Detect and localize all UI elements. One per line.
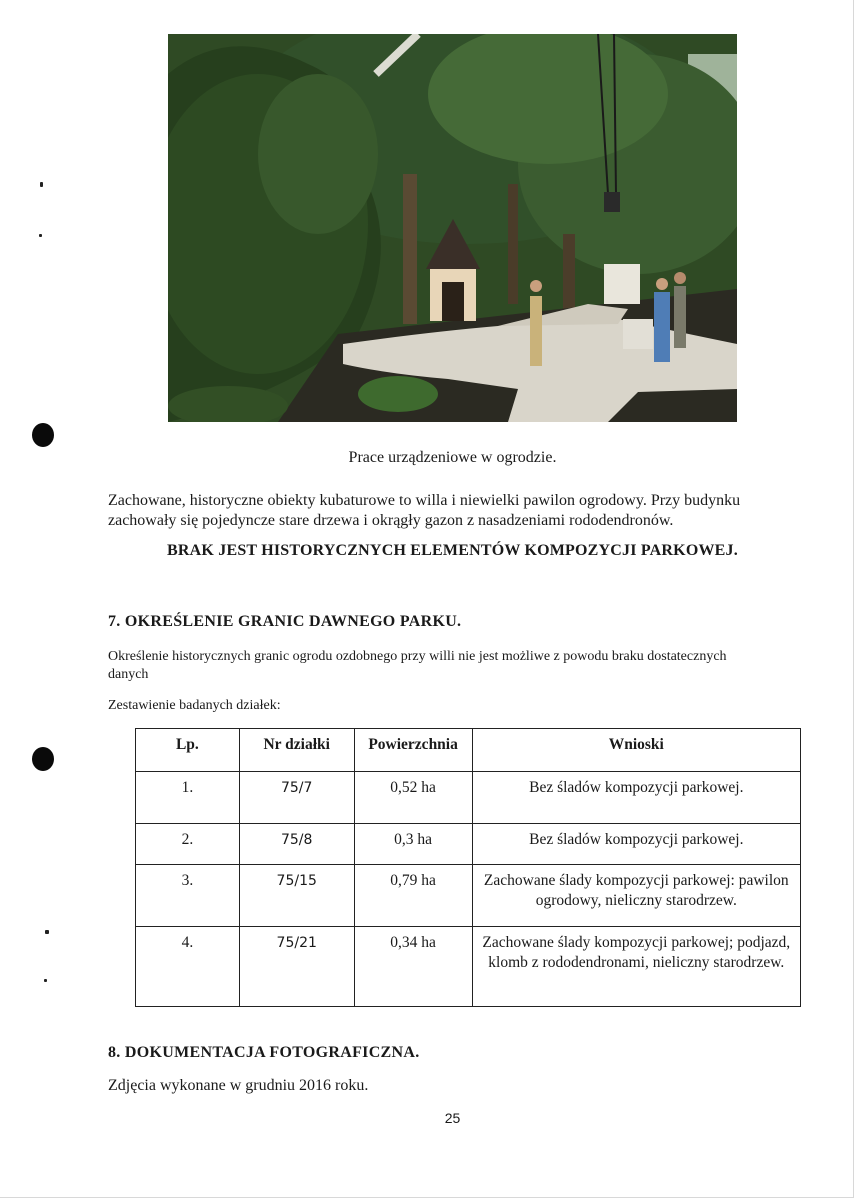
binder-hole-bottom	[32, 747, 54, 771]
scan-mark	[45, 930, 49, 934]
cell-area: 0,79 ha	[354, 865, 472, 927]
garden-photo	[168, 34, 737, 422]
header-parcel-number: Nr działki	[239, 729, 354, 772]
scan-mark	[39, 234, 42, 237]
scan-mark	[44, 979, 47, 982]
cell-parcel-number: 75/8	[239, 824, 354, 865]
cell-lp: 4.	[136, 927, 240, 1007]
header-area: Powierzchnia	[354, 729, 472, 772]
section-8-title: 8. DOKUMENTACJA FOTOGRAFICZNA.	[108, 1044, 420, 1061]
cell-lp: 3.	[136, 865, 240, 927]
cell-parcel-number: 75/21	[239, 927, 354, 1007]
section-8-text: Zdjęcia wykonane w grudniu 2016 roku.	[108, 1077, 369, 1094]
cell-area: 0,3 ha	[354, 824, 472, 865]
conclusion-headline: BRAK JEST HISTORYCZNYCH ELEMENTÓW KOMPOZYCJI PARKOWEJ.	[167, 542, 738, 559]
cell-conclusions: Zachowane ślady kompozycji parkowej: pawilon ogrodowy, nieliczny starodrzew.	[472, 865, 800, 927]
parcels-table	[135, 728, 801, 1007]
cell-conclusions: Zachowane ślady kompozycji parkowej; podjazd, klomb z rododendronami, nieliczny starodrzew.	[472, 927, 800, 1007]
section-7-title: 7. OKREŚLENIE GRANIC DAWNEGO PARKU.	[108, 613, 462, 630]
header-lp: Lp.	[136, 729, 240, 772]
table-row	[136, 772, 801, 824]
intro-paragraph: Zachowane, historyczne obiekty kubaturowe to willa i niewielki pawilon ogrodowy. Przy budynku zachowały się pojedyncze stare drzewa i okrągły gazon z nasadzeniami rododendronów.	[108, 492, 741, 529]
table-row	[136, 927, 801, 1007]
cell-parcel-number: 75/15	[239, 865, 354, 927]
cell-parcel-number: 75/7	[239, 772, 354, 824]
section-7-description: Określenie historycznych granic ogrodu ozdobnego przy willi nie jest możliwe z powodu braku dostatecznych danych	[108, 649, 727, 682]
scan-mark	[40, 182, 43, 187]
binder-hole-top	[32, 423, 54, 447]
cell-conclusions: Bez śladów kompozycji parkowej.	[472, 772, 800, 824]
table-row	[136, 824, 801, 865]
table-intro: Zestawienie badanych działek:	[108, 698, 281, 713]
cell-lp: 2.	[136, 824, 240, 865]
page-number: 25	[444, 1110, 461, 1126]
header-conclusions: Wnioski	[472, 729, 800, 772]
cell-area: 0,34 ha	[354, 927, 472, 1007]
table-row	[136, 865, 801, 927]
cell-area: 0,52 ha	[354, 772, 472, 824]
table-header-row	[136, 729, 801, 772]
cell-lp: 1.	[136, 772, 240, 824]
cell-conclusions: Bez śladów kompozycji parkowej.	[472, 824, 800, 865]
photo-caption: Prace urządzeniowe w ogrodzie.	[348, 449, 557, 466]
